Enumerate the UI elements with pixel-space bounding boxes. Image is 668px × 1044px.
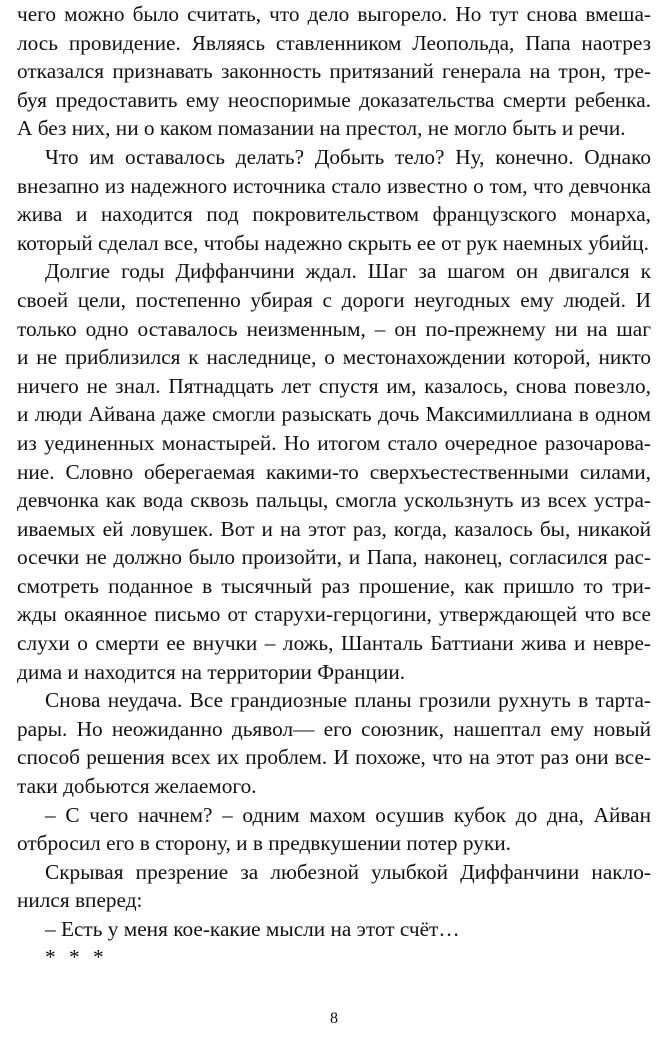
body-text [17, 0, 651, 944]
text-line: – С чего начнем? – одним махом осушив кубок до дна, Айван [45, 802, 651, 827]
text-line: осечки не должно было произойти, и Папа, наконец, согласился рас- [17, 545, 651, 570]
text-line: чего можно было считать, что дело выгорело. Но тут снова вмеша- [17, 2, 651, 26]
text-line: ничего не знал. Пятнадцать лет спустя им, казалось, снова повезло, [17, 373, 651, 398]
section-separator: * * * [45, 945, 108, 969]
text-line: и люди Айвана даже смогли разыскать дочь Максимиллиана в одном [17, 402, 651, 427]
text-line: таки добьются желаемого. [17, 774, 257, 799]
text-line: и не приблизился к наследнице, о местонахождении которой, никто [17, 345, 651, 370]
text-line: Долгие годы Диффанчини ждал. Шаг за шагом он двигался к [45, 259, 651, 284]
text-line: А без них, ни о каком помазании на престол, не могло быть и речи. [17, 116, 626, 141]
text-line: лось провидение. Являясь ставленником Леопольда, Папа наотрез [17, 30, 651, 55]
text-line: рары. Но неожиданно дьявол— его союзник, нашептал ему новый [17, 716, 651, 741]
text-line: который сделал все, чтобы надежно скрыть ее от рук наемных убийц. [17, 230, 649, 255]
text-line: смотреть поданное в тысячный раз прошение, как пришло то три- [17, 573, 651, 598]
text-line: внезапно из надежного источника стало известно о том, что девчонка [17, 173, 651, 198]
text-line: отбросил его в сторону, и в предвкушении потер руки. [17, 831, 511, 856]
text-line: буя предоставить ему неоспоримые доказательства смерти ребенка. [17, 87, 651, 112]
text-line: Скрывая презрение за любезной улыбкой Диффанчини накло- [45, 859, 651, 884]
page-number: 8 [330, 1010, 338, 1027]
text-line: Что им оставалось делать? Добыть тело? Ну, конечно. Однако [45, 144, 651, 169]
text-line: отказался признавать законность притязаний генерала на трон, тре- [17, 59, 651, 84]
text-line: из уединенных монастырей. Но итогом стало очередное разочарова- [17, 430, 651, 455]
text-line: дима и находится на территории Франции. [17, 659, 406, 684]
text-line: слухи о смерти ее внучки – ложь, Шанталь Баттиани жива и невре- [17, 631, 651, 656]
text-line: Снова неудача. Все грандиозные планы грозили рухнуть в тарта- [45, 688, 651, 713]
text-line: ние. Словно оберегаемая какими-то сверхъестественными силами, [17, 459, 651, 484]
text-line: – Есть у меня кое-какие мысли на этот счёт… [45, 917, 460, 941]
book-page [17, 0, 651, 1044]
text-line: своей цели, постепенно убирая с дороги неугодных ему людей. И [17, 287, 651, 312]
text-line: жива и находится под покровительством французского монарха, [17, 202, 651, 227]
text-line: иваемых ей ловушек. Вот и на этот раз, когда, казалось бы, никакой [17, 516, 651, 541]
text-line: способ решения всех их проблем. И похоже, что на этот раз они все- [17, 745, 651, 770]
text-line: жды окаянное письмо от старухи-герцогини, утверждающей что все [17, 602, 651, 627]
text-line: нился вперед: [17, 888, 143, 913]
text-line: девчонка как вода сквозь пальцы, смогла ускользнуть из всех устра- [17, 488, 651, 513]
text-line: только одно оставалось неизменным, – он по-прежнему ни на шаг [17, 316, 651, 341]
